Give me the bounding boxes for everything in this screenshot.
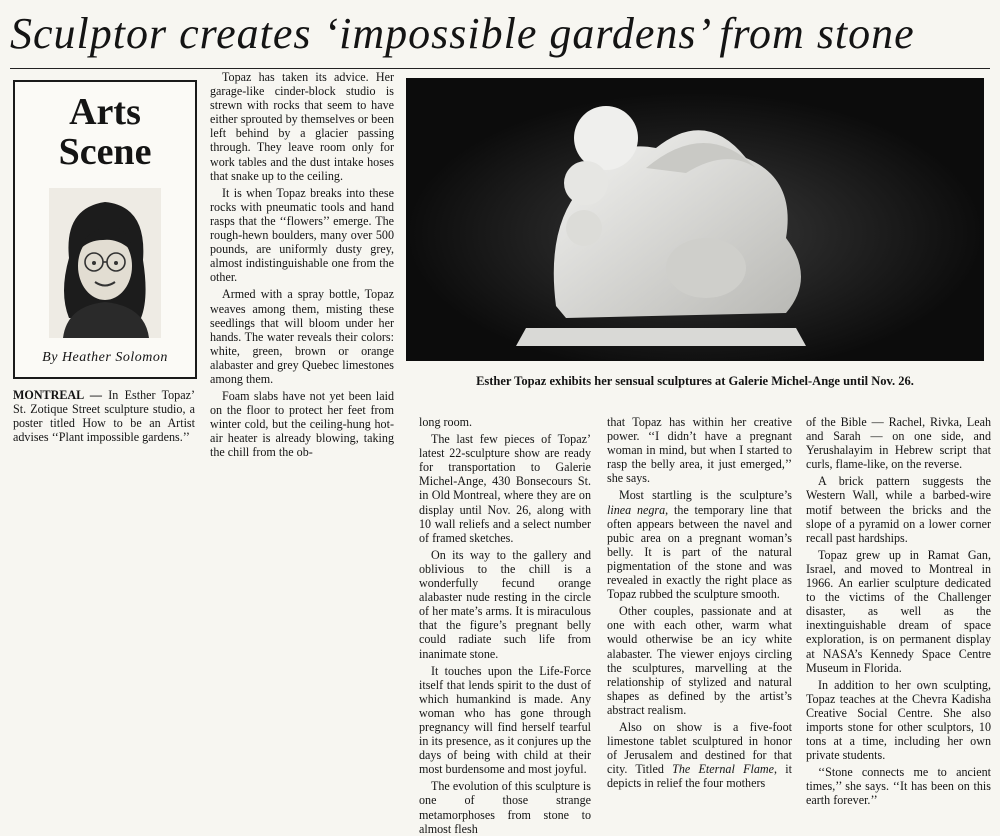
paragraph: The evolution of this sculpture is one of those strange metamorphoses from stone to almost flesh [419,779,591,836]
arts-scene-box [13,80,197,379]
article-column-2 [210,70,394,470]
intro-text: In Esther Topaz’ St. Zotique Street sculpture studio, a poster titled How to be an Artist advises ‘‘Plant impossible gardens.’’ [13,388,195,445]
italic-title: The Eternal Flame [672,762,774,777]
byline: By Heather Solomon [42,350,168,365]
paragraph: Topaz grew up in Ramat Gan, Israel, and moved to Montreal in 1966. An earlier sculpture dedicated to the victims of the Challenger disaster, as well as the inextinguishable dream of space exploration, is on permanent display at NASA’s Kennedy Space Centre Museum in Florida. [806,547,991,675]
paragraph: Topaz has taken its advice. Her garage-like cinder-block studio is strewn with rocks that seem to have either sprouted by themselves or been left behind by a glacier passing through. They leave room only for work tables and the dust intake hoses that snake up to the ceiling. [210,70,394,183]
headline-rule [10,68,990,69]
paragraph: The last few pieces of Topaz’ latest 22-sculpture show are ready for transportation to Galerie Michel-Ange, 430 Bonsecours St. in Old Montreal, where they are on display until Nov. 26, along with 10 wall reliefs and a select number of framed sketches. [419,432,591,545]
paragraph: It touches upon the Life-Force itself that lends spirit to the dust of which humankind is made. Any woman who has gone through pregnancy will find herself tearful in its presence, as it conjures up the days of being with child at their most burdensome and most joyful. [419,663,591,777]
paragraph: Armed with a spray bottle, Topaz weaves among them, misting these seedlings that will bloom under her hands. The water reveals their colors: white, green, brown or orange alabaster and grey Quebec limestones among them. [210,287,394,386]
paragraph: Foam slabs have not yet been laid on the floor to protect her feet from winter cold, but the ceiling-hung hot-air heater is already blowing, taking the chill from the ob- [210,389,394,460]
arts-scene-title-line2: Scene [58,131,152,173]
article-column-3 [419,415,591,836]
article-column-5 [806,415,991,808]
photo-caption: Esther Topaz exhibits her sensual sculptures at Galerie Michel-Ange until Nov. 26. [476,374,914,388]
paragraph: Other couples, passionate and at one with each other, warm what would otherwise be an icy white alabaster. The viewer enjoys circling the sculptures, marvelling at the relationship of stylized and natural shapes as defined by the artist’s abstract realism. [607,604,792,717]
dateline: MONTREAL — [13,388,102,402]
sculpture-photo [406,78,984,361]
italic-term: linea negra [607,502,666,517]
paragraph: On its way to the gallery and oblivious to the chill is a wonderfully fecund orange alabaster nude resting in the circle of her mate’s arms. It is miraculous that the figure’s pregnant belly could radiate such life from inanimate stone. [419,547,591,661]
paragraph: In addition to her own sculpting, Topaz teaches at the Chevra Kadisha Creative Social Centre. She also imports stone for other sculptors, 10 tons at a time, including her own private students. [806,677,991,763]
arts-scene-title-line1: Arts [69,91,141,133]
headline: Sculptor creates ‘impossible gardens’ from stone [10,9,915,58]
article-column-1 [13,388,195,468]
paragraph: Most startling is the sculpture’s linea negra, the temporary line that often appears between the navel and pubic area on a pregnant woman’s belly. It is part of the natural pigmentation of the stone and was revealed in exactly the right place as Topaz rubbed the sculpture smooth. [607,488,793,602]
paragraph: It is when Topaz breaks into these rocks with pneumatic tools and hand rasps that the ‘‘flowers’’ emerge. The rough-hewn boulders, many over 500 pounds, are uniformly dusty grey, almost indistinguishable one from the other. [210,185,394,285]
paragraph: of the Bible — Rachel, Rivka, Leah and Sarah — on one side, and Yerushalayim in Hebrew script that curls, flame-like, on the reverse. [806,415,991,472]
paragraph: A brick pattern suggests the Western Wall, while a barbed-wire motif between the bricks and the slope of a pyramid on a lower corner recall past hardships. [806,474,991,545]
paragraph: long room. [419,415,473,429]
author-portrait [49,188,161,338]
paragraph: that Topaz has within her creative power. ‘‘I didn’t have a pregnant woman in mind, but when I started to rasp the belly area, it just emerged,’’ she says. [607,415,792,486]
paragraph: ‘‘Stone connects me to ancient times,’’ she says. ‘‘It has been on this earth forever.’’ [806,765,991,808]
article-column-4 [607,415,792,800]
paragraph: Also on show is a five-foot limestone tablet sculptured in honor of Jerusalem and destined for that city. Titled The Eternal Flame, it depicts in relief the four mothers [607,719,792,791]
